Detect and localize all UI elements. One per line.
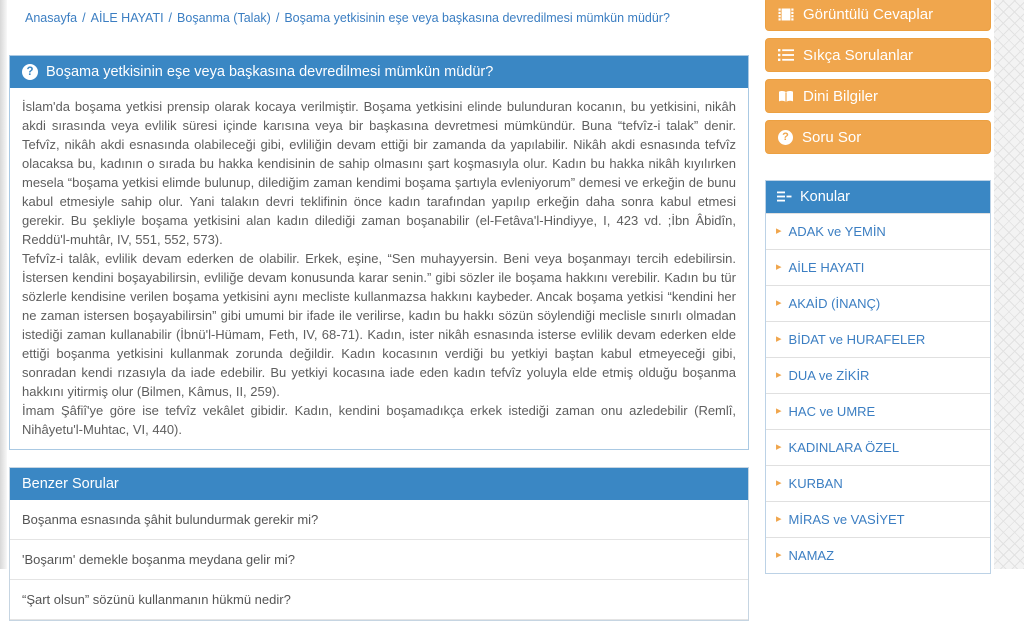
breadcrumb-current-page[interactable]: Boşama yetkisinin eşe veya başkasına devredilmesi mümkün müdür?: [284, 11, 670, 25]
answer-paragraph: İslam'da boşama yetkisi prensip olarak kocaya verilmiştir. Boşama yetkisini elinde bulunduran kocanın, bu yetkisini, nikâh akdi sırasında veya evlilik süresi içinde karısına veya bir başkasına devretmesi mümkündür. Buna “tefvîz-i talak” denir. Tefvîz, nikâh akdi esnasında olabileceği gibi, evliliğin devam ettiği bir zamanda da yapılabilir. Nikâh akdi esnasında tefvîz olacaksa bu, kadının o sırada bu hakka kendisinin de sahip olmasını şart koşmasıyla olur. Kadın bu hakka nikâh kıyılırken mesela “boşama yetkisi elimde bulunup, dilediğim zaman kendimi boşama şartıyla evleniyorum” demesi ve erkeğin de bunu kabul etmesiyle sahip olur. Yani talakın devri teklifinin önce kadın tarafından yapılıp erkeğin daha sonra kabul etmesi gerekir. Bu şekliyle boşama yetkisini alan kadın dilediği zaman boşanabilir (el-Fetâva'l-Hindiyye, I, 423 vd. ;İbn Âbidîn, Reddü'l-muhtâr, IV, 551, 552, 573).: [22, 99, 736, 247]
sidebar: [765, 0, 991, 574]
topic-link-kurban[interactable]: [766, 465, 990, 501]
caret-right-icon: ▸: [776, 405, 782, 417]
question-circle-icon: ?: [22, 64, 38, 80]
film-icon: [778, 8, 794, 21]
topics-title: Konular: [800, 189, 850, 205]
topics-header: [766, 181, 990, 213]
topic-label: AİLE HAYATI: [788, 260, 865, 275]
caret-right-icon: ▸: [776, 549, 782, 561]
answer-paragraph: Tefvîz-i talâk, evlilik devam ederken de olabilir. Erkek, eşine, “Sen muhayyersin. Beni veya boşanmayı tercih edebilirsin. İstersen kendini boşayabilirsin, evliliğe devam konusunda karar senin.” gibi sözler ile boşama hakkını verebilir. Kadın bu tür sözlerle kendisine verilen boşama yetkisini aynı mecliste kullanmazsa hakkını kaybeder. Ancak boşama yetkisi “kendini her ne zaman istersen boşayabilirsin” gibi umumi bir ifade ile verilirse, kadın bu hakkı sözün söylendiği meclisle sınırlı olmadan istediği zaman kullanabilir (İbnü'l-Hümam, Feth, IV, 68-71). Kadın, ister nikâh esnasında isterse evlilik devam ederken elde ettiği boşanma yetkisini kullanmak zorunda değildir. Kadın kocasının verdiği bu yetkiyi baştan kabul etmeyeceği gibi, sonradan kendi rızasıyla da iade edebilir. Bu yetkiyi kocasına iade eden kadın tefvîz yoluyla elde etmiş olduğu boşanma hakkını yitirmiş olur (Bilmen, Kâmus, II, 259).: [22, 251, 736, 399]
caret-right-icon: ▸: [776, 261, 782, 273]
video-answers-label: Görüntülü Cevaplar: [803, 5, 934, 23]
faq-button[interactable]: [765, 38, 991, 72]
breadcrumb-separator: /: [82, 11, 86, 25]
caret-right-icon: ▸: [776, 369, 782, 381]
topic-label: MİRAS ve VASİYET: [788, 512, 905, 527]
faq-label: Sıkça Sorulanlar: [803, 46, 914, 64]
religious-info-button[interactable]: [765, 79, 991, 113]
topic-link-miras-ve-vasiyet[interactable]: [766, 501, 990, 537]
caret-right-icon: ▸: [776, 441, 782, 453]
topic-label: ADAK ve YEMİN: [788, 224, 886, 239]
topic-label: AKAİD (İNANÇ): [788, 296, 881, 311]
breadcrumb-category-link[interactable]: AİLE HAYATI: [90, 11, 164, 25]
topic-label: KURBAN: [788, 476, 843, 491]
topic-link-namaz[interactable]: [766, 537, 990, 573]
caret-right-icon: ▸: [776, 513, 782, 525]
list-icon: [778, 49, 794, 61]
religious-info-label: Dini Bilgiler: [803, 87, 879, 105]
question-title-bar: [10, 56, 748, 88]
similar-questions-panel: [9, 467, 749, 621]
answer-paragraph: İmam Şâfiî'ye göre ise tefvîz vekâlet gibidir. Kadın, kendini boşamadıkça erkek istediği zaman onu azledebilir (Remlî, Nihâyetu'l-Muhtac, VI, 440).: [22, 403, 736, 437]
caret-right-icon: ▸: [776, 225, 782, 237]
similar-questions-header: [10, 468, 748, 500]
page-left-edge: [0, 0, 7, 569]
topic-link-akaid-inanc[interactable]: [766, 285, 990, 321]
main-column: [9, 0, 749, 621]
topic-label: DUA ve ZİKİR: [788, 368, 870, 383]
ask-question-label: Soru Sor: [802, 128, 862, 146]
similar-questions-title: Benzer Sorular: [22, 476, 119, 492]
breadcrumb-separator: /: [275, 11, 280, 25]
similar-question-link[interactable]: 'Boşarım' demekle boşanma meydana gelir mi?: [10, 540, 748, 580]
answer-body: [10, 88, 748, 449]
topic-link-kadinlara-ozel[interactable]: [766, 429, 990, 465]
topics-list-icon: [777, 191, 792, 203]
breadcrumb-home-link[interactable]: Anasayfa: [25, 11, 78, 25]
video-answers-button[interactable]: [765, 0, 991, 31]
topic-link-dua-ve-zikir[interactable]: [766, 357, 990, 393]
topic-link-bidat-ve-hurafeler[interactable]: [766, 321, 990, 357]
topic-link-adak-ve-yemin[interactable]: [766, 213, 990, 249]
topic-link-hac-ve-umre[interactable]: [766, 393, 990, 429]
breadcrumb-separator: /: [168, 11, 173, 25]
topic-label: KADINLARA ÖZEL: [788, 440, 900, 455]
topic-link-aile-hayati[interactable]: [766, 249, 990, 285]
question-circle-icon: ?: [778, 130, 793, 145]
similar-question-link[interactable]: “Şart olsun” sözünü kullanmanın hükmü nedir?: [10, 580, 748, 620]
book-icon: [778, 90, 794, 103]
topic-label: NAMAZ: [788, 548, 835, 563]
topic-label: BİDAT ve HURAFELER: [788, 332, 926, 347]
ask-question-button[interactable]: [765, 120, 991, 154]
caret-right-icon: ▸: [776, 297, 782, 309]
caret-right-icon: ▸: [776, 333, 782, 345]
similar-question-link[interactable]: Boşanma esnasında şâhit bulundurmak gerekir mi?: [10, 500, 748, 540]
topic-label: HAC ve UMRE: [788, 404, 876, 419]
breadcrumb: [9, 0, 749, 25]
background-pattern: [994, 0, 1024, 569]
topics-panel: [765, 180, 991, 574]
breadcrumb-subcategory-link[interactable]: Boşanma (Talak): [177, 11, 271, 25]
caret-right-icon: ▸: [776, 477, 782, 489]
question-panel: [9, 55, 749, 450]
question-title: Boşama yetkisinin eşe veya başkasına devredilmesi mümkün müdür?: [46, 64, 494, 80]
